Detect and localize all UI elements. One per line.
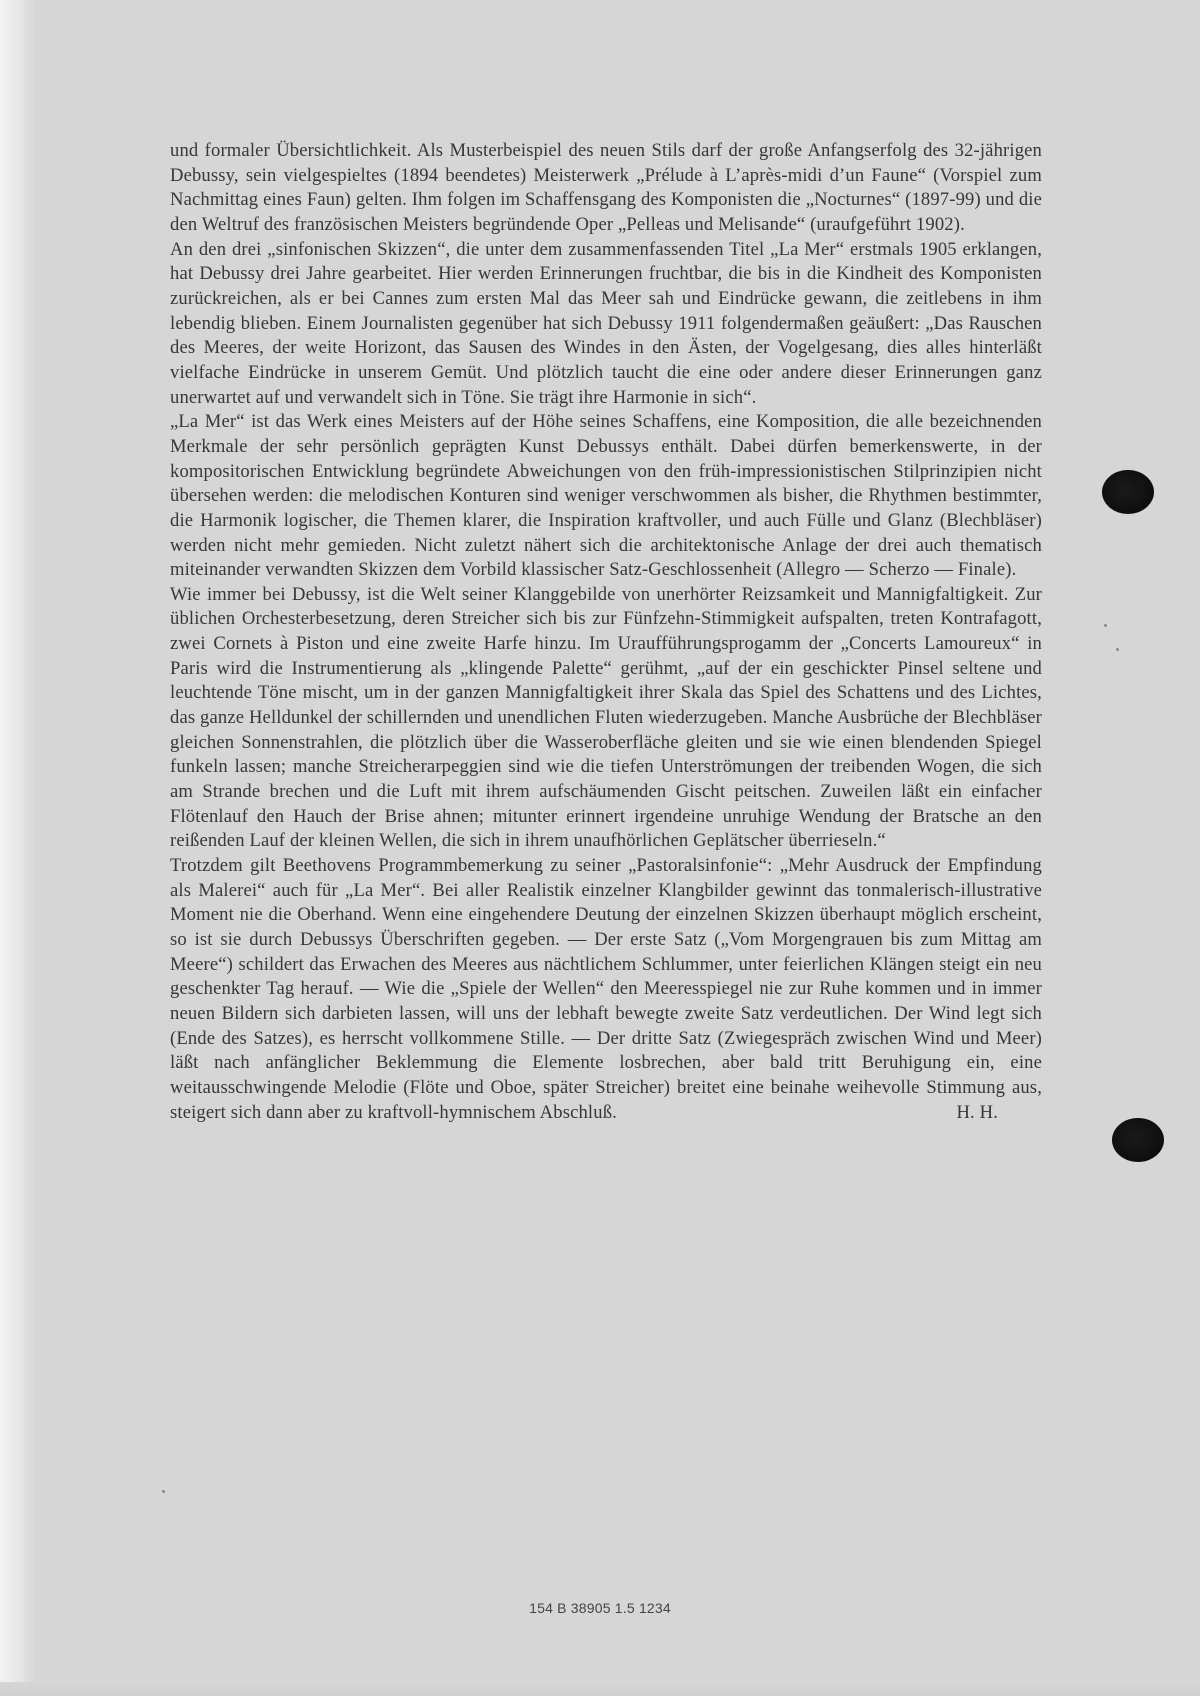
- paragraph-4-text: Wie immer bei Debussy, ist die Welt seiner Klanggebilde von unerhörter Reizsamkeit und Mannigfaltigkeit. Zur üblichen Orchesterbesetzung, deren Streicher sich bis zur Fünfzehn-Stimmigkeit aufspalten, treten Kontrafagott, zwei Cornets à Piston und eine zweite Harfe hinzu. Im Uraufführungsprogamm der „Concerts Lamoureux“ in Paris wird die Instrumentierung als „klingende Palette“ gerühmt, „auf der ein geschickter Pinsel seltene und leuchtende Töne mischt, um in der ganzen Mannigfaltigkeit ihrer Skala das Spiel des Schattens und des Lichtes, das ganze Helldunkel der schillernden und unendlichen Fluten wiederzugeben. Manche Ausbrüche der Blechbläser gleichen Sonnenstrahlen, die plötzlich über die Wasseroberfläche gleiten und sie wie einen blendenden Spiegel funkeln lassen; manche Streicherarpeggien sind wie die tiefen Unterströmungen der treibenden Wogen, die sich am Strande brechen und die Luft mit ihrem aufschäumenden Gischt peitschen. Zuweilen läßt ein einfacher Flötenlauf den Hauch der Brise ahnen; mitunter erinnert irgendeine unruhige Wendung der Bratsche an den reißenden Lauf der kleinen Wellen, die sich in ihrem unaufhörlichen Geplätscher überrieseln.“: [170, 583, 1047, 852]
- paragraph-1: [170, 139, 1047, 238]
- paragraph-2: [170, 238, 1047, 411]
- paragraph-3: [170, 410, 1047, 583]
- paragraph-4: [170, 583, 1047, 854]
- paragraph-1-text: und formaler Übersichtlichkeit. Als Musterbeispiel des neuen Stils darf der große Anfangserfolg des 32-jährigen Debussy, sein vielgespieltes (1894 beendetes) Meisterwerk „Prélude à L’après-midi d’un Faune“ (Vorspiel zum Nachmittag eines Faun) gelten. Ihm folgen im Schaffensgang des Komponisten die „Nocturnes“ (1897-99) und die den Weltruf des französischen Meisters begründende Oper „Pelleas und Melisande“ (uraufgeführt 1902).: [170, 140, 1047, 235]
- page-edge-shadow: [0, 0, 36, 1696]
- dust-speck: [1116, 648, 1119, 651]
- catalog-number: 154 B 38905 1.5 1234: [529, 1600, 671, 1616]
- page-bottom-edge: [0, 1682, 1200, 1696]
- punch-hole-lower: [1112, 1118, 1164, 1162]
- dust-speck: [1104, 624, 1107, 627]
- paragraph-2-text: An den drei „sinfonischen Skizzen“, die unter dem zusammenfassenden Titel „La Mer“ erstmals 1905 erklangen, hat Debussy drei Jahre gearbeitet. Hier werden Erinnerungen fruchtbar, die bis in die Kindheit des Komponisten zurückreichen, als er bei Cannes zum ersten Mal das Meer sah und Eindrücke gewann, die zeitlebens in ihm lebendig blieben. Einem Journalisten gegenüber hat sich Debussy 1911 folgendermaßen geäußert: „Das Rauschen des Meeres, der weite Horizont, das Sausen des Windes in den Ästen, der Vogelgesang, dies alles hinterläßt vielfache Eindrücke in unserem Gemüt. Und plötzlich taucht die eine oder andere dieser Erinnerungen ganz unerwartet auf und verwandelt sich in Töne. Sie trägt ihre Harmonie in sich“.: [170, 238, 1047, 408]
- body-text: [170, 139, 1047, 1125]
- paragraph-3-text: „La Mer“ ist das Werk eines Meisters auf der Höhe seines Schaffens, eine Komposition, die alle bezeichnenden Merkmale der sehr persönlich geprägten Kunst Debussys enthält. Dabei dürfen bemerkenswerte, in der kompositorischen Entwicklung begründete Abweichungen von den früh-impressionistischen Stilprinzipien nicht übersehen werden: die melodischen Konturen sind weniger verschwommen als bisher, die Rhythmen bestimmter, die Harmonik logischer, die Themen klarer, die Inspiration kraftvoller, und auch Fülle und Glanz (Blechbläser) werden nicht mehr gemieden. Nicht zuletzt nähert sich die architektonische Anlage der drei auch thematisch miteinander verwandten Skizzen dem Vorbild klassischer Satz-Geschlossenheit (Allegro — Scherzo — Finale).: [170, 411, 1047, 581]
- author-initials: H. H.: [956, 1101, 998, 1123]
- punch-hole-upper: [1102, 470, 1154, 514]
- paragraph-5: [170, 854, 1047, 1125]
- dust-speck: [162, 1490, 165, 1493]
- paragraph-5-text: Trotzdem gilt Beethovens Programmbemerkung zu seiner „Pastoralsinfonie“: „Mehr Ausdruck der Empfindung als Malerei“ auch für „La Mer“. Bei aller Realistik einzelner Klangbilder gewinnt das tonmalerisch-illustrative Moment nie die Oberhand. Wenn eine eingehendere Deutung der einzelnen Skizzen überhaupt möglich erscheint, so ist sie durch Debussys Überschriften gegeben. — Der erste Satz („Vom Morgengrauen bis zum Mittag am Meere“) schildert das Erwachen des Meeres aus nächtlichem Schlummer, unter feierlichen Klängen steigt ein neu geschenkter Tag herauf. — Wie die „Spiele der Wellen“ den Meeresspiegel nie zur Ruhe kommen und in immer neuen Bildern sich darbieten lassen, will uns der lebhaft bewegte zweite Satz verdeutlichen. Der Wind legt sich (Ende des Satzes), es herrscht vollkommene Stille. — Der dritte Satz (Zwiegespräch zwischen Wind und Meer) läßt nach anfänglicher Beklemmung die Elemente losbrechen, aber bald tritt Beruhigung ein, eine weitausschwingende Melodie (Flöte und Oboe, später Streicher) breitet eine beinahe weihevolle Stimmung aus, steigert sich dann aber zu kraftvoll-hymnischem Abschluß.: [170, 855, 1047, 1123]
